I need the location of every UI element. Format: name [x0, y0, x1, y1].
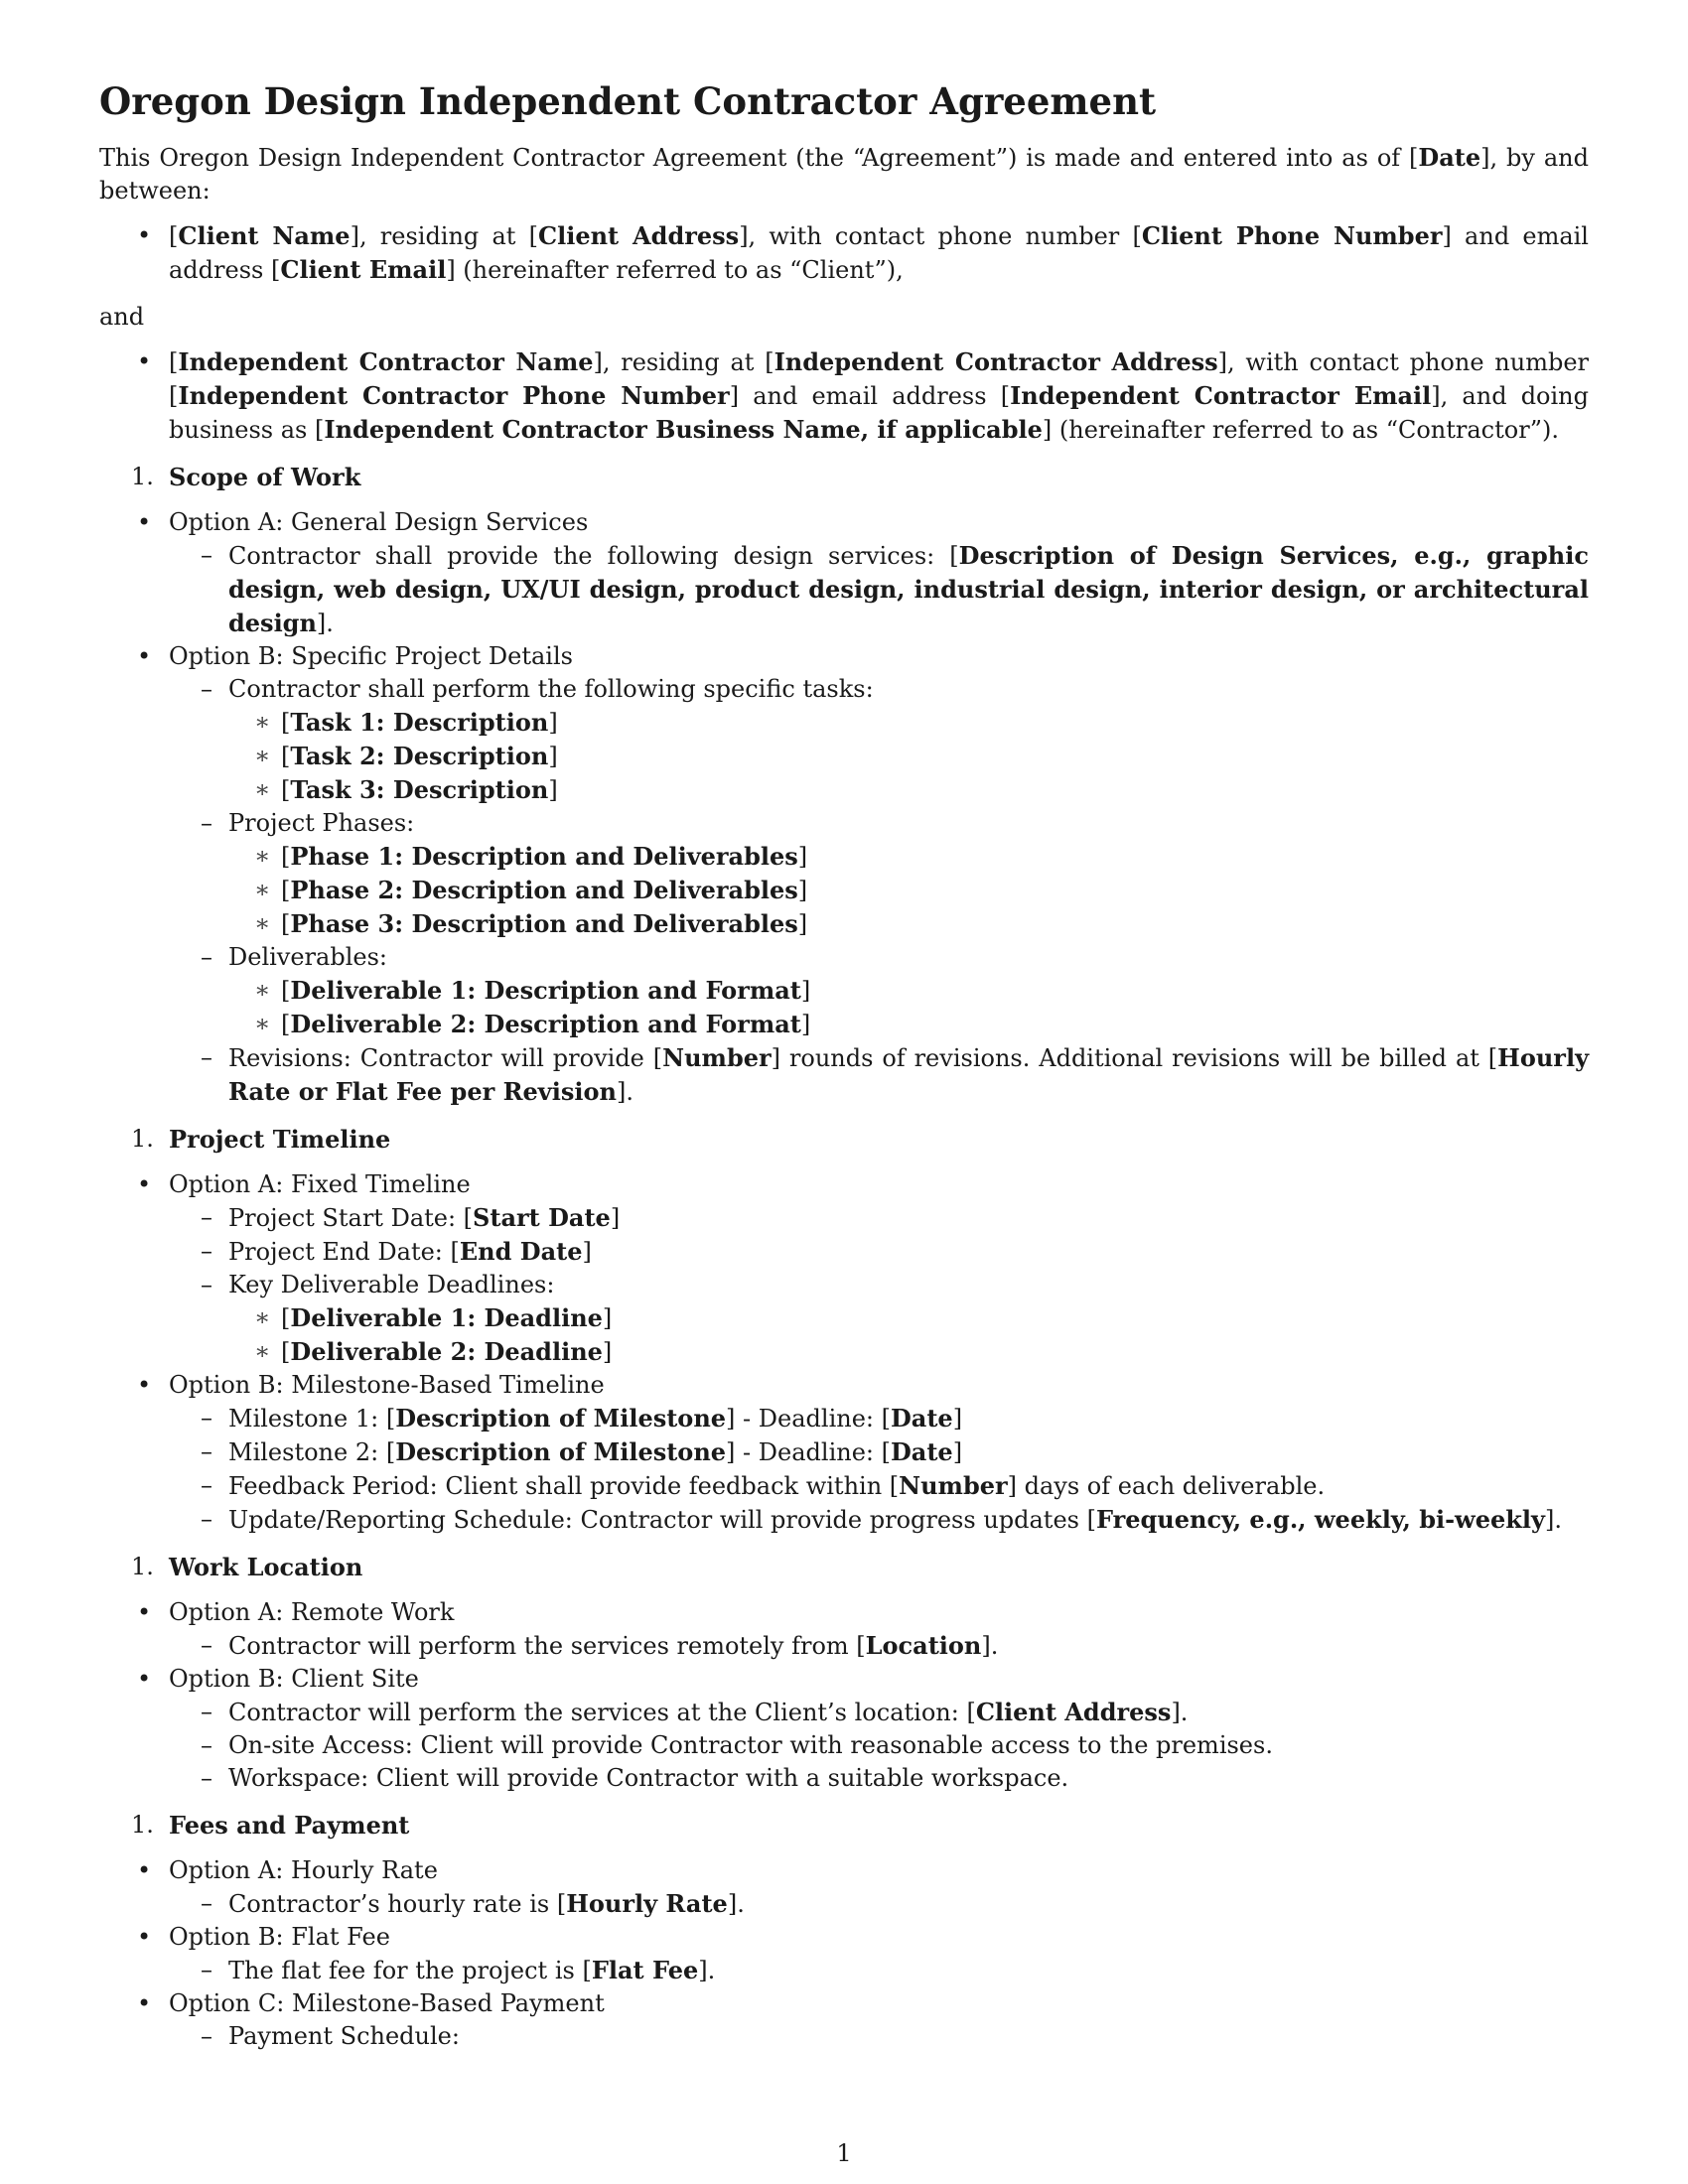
sub-item: – On-site Access: Client will provide Contractor with reasonable access to the premises. [169, 1729, 1589, 1762]
sub-item: – Update/Reporting Schedule: Contractor will provide progress updates [Frequency, e.g., weekly, bi-weekly]. [169, 1503, 1589, 1537]
sub-item: – Contractor will perform the services remotely from [Location]. [169, 1629, 1589, 1663]
sub-item: – Milestone 2: [Description of Milestone] - Deadline: [Date] [169, 1435, 1589, 1469]
contractor-phone-placeholder: Independent Contractor Phone Number [178, 381, 730, 411]
sub-item: – Workspace: Client will provide Contractor with a suitable workspace. [169, 1762, 1589, 1795]
list-item: ∗ [Phase 1: Description and Deliverables] [228, 840, 1589, 874]
section-heading-scope: 1. Scope of Work [131, 463, 361, 492]
client-party-item: • [Client Name], residing at [Client Address], with contact phone number [Client Phone Number] and email address [Client Email] (hereinafter referred to as “Client”), [99, 219, 1589, 287]
sub-item: – The flat fee for the project is [Flat Fee]. [169, 1954, 1589, 1987]
sub-item: – Project End Date: [End Date] [169, 1235, 1589, 1269]
option-item: • Option A: Hourly Rate – Contractor’s hourly rate is [Hourly Rate]. [99, 1854, 1589, 1921]
scope-options [99, 506, 1589, 1109]
document-title: Oregon Design Independent Contractor Agreement [99, 79, 1157, 123]
client-address-placeholder: Client Address [538, 221, 740, 251]
option-item: • Option A: General Design Services – Contractor shall provide the following design services: [Description of Design Services, e.g., graphic design, web design, UX/UI design, product design, industrial design, interior design, or architectural design]. [99, 506, 1589, 640]
section-heading-fees: 1. Fees and Payment [131, 1811, 410, 1841]
option-item: • Option C: Milestone-Based Payment – Payment Schedule: [99, 1987, 1589, 2053]
and-text: and [99, 303, 145, 332]
client-email-placeholder: Client Email [280, 255, 447, 285]
sub-item: – Payment Schedule: [169, 2020, 1589, 2053]
contractor-party-list [99, 345, 1589, 447]
contractor-address-placeholder: Independent Contractor Address [774, 347, 1218, 377]
contractor-business-placeholder: Independent Contractor Business Name, if applicable [324, 415, 1043, 445]
list-item: ∗ [Phase 2: Description and Deliverables] [228, 874, 1589, 907]
option-item: • Option B: Specific Project Details – Contractor shall perform the following specific tasks: ∗ [Task 1: Description] ∗ [Task 2: Description] ∗ [Task 3: Description] – Project Phases: ∗ [Phase 1: Description and Deliverables] ∗ [Phase 2: Description and Deliverables] ∗ [Phase 3: Description and Deliverables] – Deliverables: ∗ [Deliverable 1: Description and Format] ∗ [Deliverable 2: Description and Format] – Revisions: Contractor will provide [Number] rounds of revisions. Additional revisions will be billed at [Hourly Rate or Flat Fee per Revision]. [99, 640, 1589, 1109]
location-options [99, 1596, 1589, 1795]
sub-item: – Feedback Period: Client shall provide feedback within [Number] days of each deliverable. [169, 1469, 1589, 1503]
client-party-list [99, 219, 1589, 287]
sub-item: – Deliverables: ∗ [Deliverable 1: Description and Format] ∗ [Deliverable 2: Description and Format] [169, 941, 1589, 1041]
sub-item: – Milestone 1: [Description of Milestone] - Deadline: [Date] [169, 1402, 1589, 1435]
option-item: • Option A: Fixed Timeline – Project Start Date: [Start Date] – Project End Date: [End Date] – Key Deliverable Deadlines: ∗ [Deliverable 1: Deadline] ∗ [Deliverable 2: Deadline] [99, 1168, 1589, 1369]
sub-item: – Contractor shall provide the following design services: [Description of Design Services, e.g., graphic design, web design, UX/UI design, product design, industrial design, interior design, or architectural design]. [169, 539, 1589, 640]
list-item: ∗ [Deliverable 1: Description and Format] [228, 974, 1589, 1008]
contractor-name-placeholder: Independent Contractor Name [178, 347, 594, 377]
list-item: ∗ [Phase 3: Description and Deliverables] [228, 907, 1589, 941]
option-item: • Option B: Client Site – Contractor will perform the services at the Client’s location: [Client Address]. – On-site Access: Client will provide Contractor with reasonable access to the premises. – Workspace: Client will provide Contractor with a suitable workspace. [99, 1663, 1589, 1795]
list-item: ∗ [Task 3: Description] [228, 773, 1589, 807]
fees-options [99, 1854, 1589, 2053]
document-page [99, 79, 1589, 2053]
sub-item: – Project Phases: ∗ [Phase 1: Description and Deliverables] ∗ [Phase 2: Description and Deliverables] ∗ [Phase 3: Description and Deliverables] [169, 807, 1589, 941]
intro-paragraph: This Oregon Design Independent Contractor Agreement (the “Agreement”) is made and entered into as of [Date], by and between: [99, 143, 1589, 205]
timeline-options [99, 1168, 1589, 1537]
list-item: ∗ [Deliverable 2: Description and Format] [228, 1008, 1589, 1041]
option-item: • Option B: Flat Fee – The flat fee for the project is [Flat Fee]. [99, 1921, 1589, 1987]
sub-item: – Contractor will perform the services at the Client’s location: [Client Address]. [169, 1696, 1589, 1729]
page-number: 1 [836, 2139, 852, 2167]
contractor-email-placeholder: Independent Contractor Email [1010, 381, 1432, 411]
section-heading-location: 1. Work Location [131, 1553, 363, 1582]
sub-item: – Project Start Date: [Start Date] [169, 1201, 1589, 1235]
sub-item: – Revisions: Contractor will provide [Number] rounds of revisions. Additional revisions will be billed at [Hourly Rate or Flat Fee per Revision]. [169, 1041, 1589, 1109]
date-placeholder: Date [1418, 143, 1481, 173]
option-item: • Option A: Remote Work – Contractor will perform the services remotely from [Location]. [99, 1596, 1589, 1663]
list-item: ∗ [Deliverable 2: Deadline] [228, 1335, 1589, 1369]
sub-item: – Contractor shall perform the following specific tasks: ∗ [Task 1: Description] ∗ [Task 2: Description] ∗ [Task 3: Description] [169, 673, 1589, 807]
list-item: ∗ [Task 1: Description] [228, 706, 1589, 740]
list-item: ∗ [Task 2: Description] [228, 740, 1589, 773]
contractor-party-item: • [Independent Contractor Name], residing at [Independent Contractor Address], with contact phone number [Independent Contractor Phone Number] and email address [Independent Contractor Email], and doing business as [Independent Contractor Business Name, if applicable] (hereinafter referred to as “Contractor”). [99, 345, 1589, 447]
section-heading-timeline: 1. Project Timeline [131, 1125, 391, 1155]
list-item: ∗ [Deliverable 1: Deadline] [228, 1301, 1589, 1335]
sub-item: – Contractor’s hourly rate is [Hourly Rate]. [169, 1887, 1589, 1921]
option-item: • Option B: Milestone-Based Timeline – Milestone 1: [Description of Milestone] - Deadline: [Date] – Milestone 2: [Description of Milestone] - Deadline: [Date] – Feedback Period: Client shall provide feedback within [Number] days of each deliverable. – Update/Reporting Schedule: Contractor will provide progress updates [Frequency, e.g., weekly, bi-weekly]. [99, 1369, 1589, 1537]
design-services-placeholder: Description of Design Services, e.g., graphic design, web design, UX/UI design, product design, industrial design, interior design, or architectural design [228, 541, 1589, 638]
sub-item: – Key Deliverable Deadlines: ∗ [Deliverable 1: Deadline] ∗ [Deliverable 2: Deadline] [169, 1269, 1589, 1369]
client-name-placeholder: Client Name [178, 221, 351, 251]
client-phone-placeholder: Client Phone Number [1141, 221, 1443, 251]
